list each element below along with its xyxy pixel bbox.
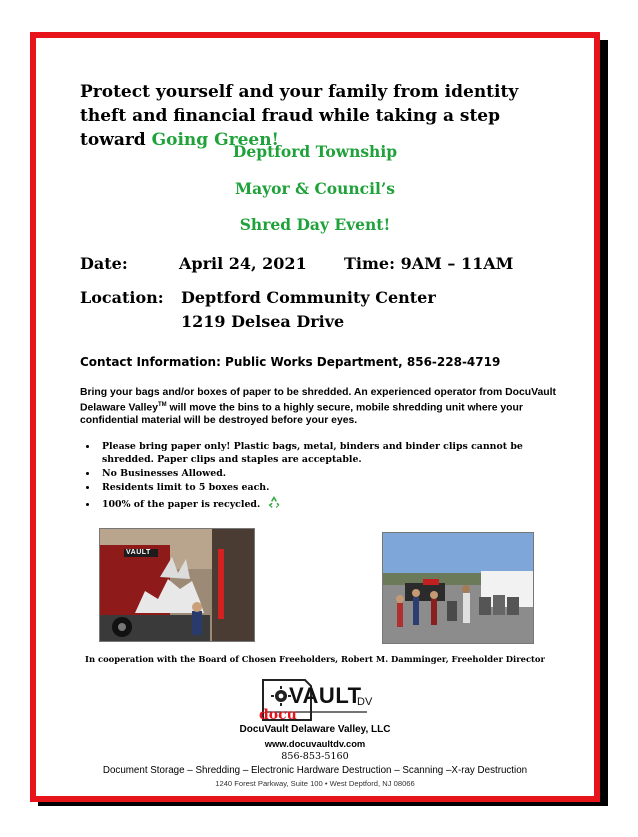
company-phone: 856-853-5160 [281,751,349,762]
company-services: Document Storage – Shredding – Electronic Hardware Destruction – Scanning –X-ray Destruction [102,765,528,776]
logo-vault: VAULT [289,683,362,708]
contact-info: Contact Information: Public Works Department, 856-228-4719 [80,355,501,369]
location-line1: Deptford Community Center [181,288,436,307]
date-value: April 24, 2021 [179,254,307,273]
company-name: DocuVault Delaware Valley, LLC [239,724,391,735]
intro-part2: will move the bins to a highly secure, mobile shredding unit where your confidential material will be destroyed before your eyes. [80,402,523,427]
photo-parking-lot [382,532,534,644]
logo-docu: docu [259,707,297,723]
intro-part1: Bring your bags and/or boxes of paper to be shredded. An experienced operator from DocuVault Delaware Valley [80,387,556,414]
photo-parking-lot-image [383,533,533,643]
flyer [30,32,600,802]
logo-dv: DV [357,696,373,708]
event-line-title: Shred Day Event! [239,215,391,234]
location-label: Location: [80,288,164,307]
recycle-icon [267,495,281,509]
photo-shred-truck [99,528,255,642]
list-item: • Residents limit to 5 boxes each. [98,481,568,494]
list-item-text: 100% of the paper is recycled. [102,499,261,510]
list-item: • Please bring paper only! Plastic bags, metal, binders and binder clips cannot be shredded. Paper clips and staples are acceptable. [98,440,568,466]
list-item [98,495,568,511]
date-label: Date: [80,254,128,273]
company-website[interactable]: www.docuvaultdv.com [264,738,366,749]
headline-highlight: Going Green! [151,130,280,150]
bullet-list [80,440,568,512]
list-item: • No Businesses Allowed. [98,467,568,480]
time-text: Time: 9AM – 11AM [344,254,514,273]
truck-sign-text: VAULT [126,549,151,556]
docuvault-logo [255,674,375,724]
trademark: TM [158,402,167,408]
photo-shred-truck-image [100,529,254,641]
intro-paragraph [80,386,556,427]
location-line2: 1219 Delsea Drive [181,312,345,331]
event-line-township: Deptford Township [232,142,398,161]
headline-text: Protect yourself and your family from identity theft and financial fraud while taking a step toward [80,82,519,150]
cooperation-note: In cooperation with the Board of Chosen Freeholders, Robert M. Damminger, Freeholder Director [85,654,545,664]
event-line-council: Mayor & Council’s [234,179,396,198]
company-address: 1240 Forest Parkway, Suite 100 • West Deptford, NJ 08066 [215,779,415,788]
